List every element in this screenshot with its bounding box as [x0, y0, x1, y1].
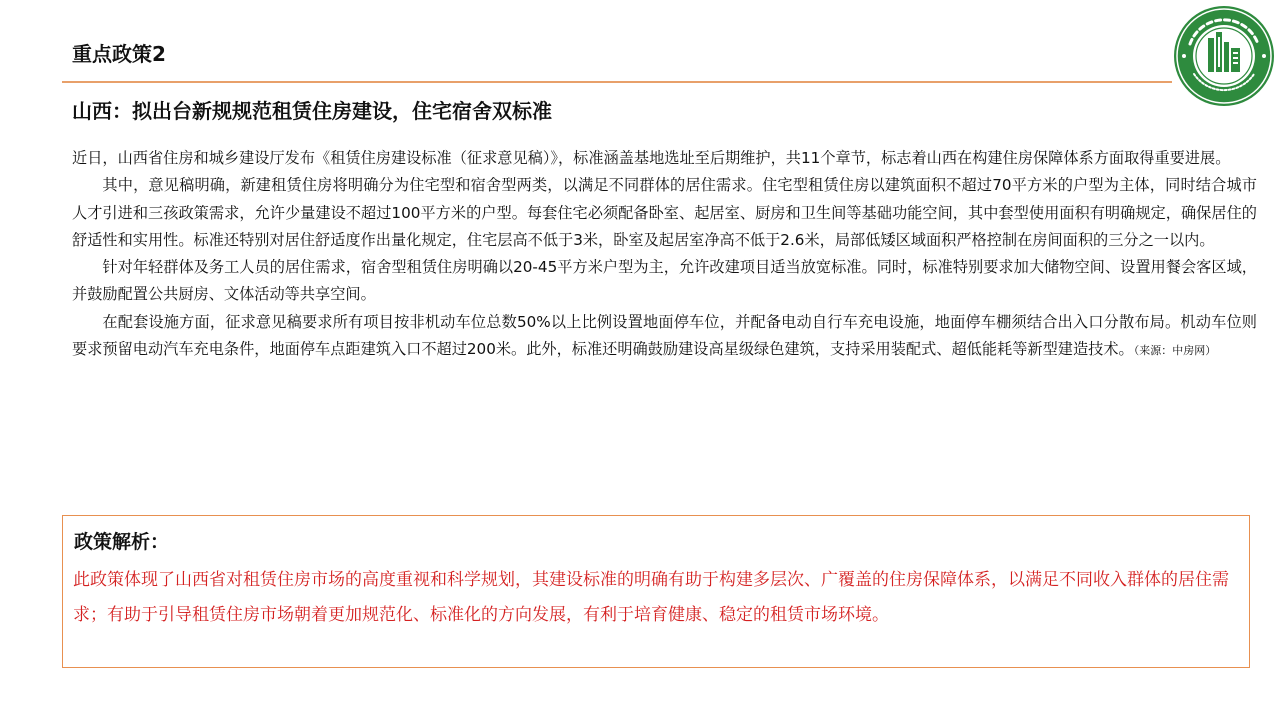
- article-paragraph-last: [72, 309, 1257, 365]
- analysis-text: 此政策体现了山西省对租赁住房市场的高度重视和科学规划，其建设标准的明确有助于构建多层次、广覆盖的住房保障体系，以满足不同收入群体的居住需求；有助于引导租赁住房市场朝着更加规范化、标准化的方向发展，有利于培育健康、稳定的租赁市场环境。: [73, 570, 1229, 625]
- article-paragraph-text: 在配套设施方面，征求意见稿要求所有项目按非机动车位总数50%以上比例设置地面停车位，并配备电动自行车充电设施，地面停车棚须结合出入口分散布局。机动车位则要求预留电动汽车充电条件，地面停车点距建筑入口不超过200米。此外，标准还明确鼓励建设高星级绿色建筑，支持采用装配式、超低能耗等新型建造技术。: [72, 312, 1257, 359]
- policy-analysis-box: [62, 515, 1250, 668]
- article-paragraph: 其中，意见稿明确，新建租赁住房将明确分为住宅型和宿舍型两类，以满足不同群体的居住需求。住宅型租赁住房以建筑面积不超过70平方米的户型为主体，同时结合城市人才引进和三孩政策需求，允许少量建设不超过100平方米的户型。每套住宅必须配备卧室、起居室、厨房和卫生间等基础功能空间，其中套型使用面积有明确规定，确保居住的舒适性和实用性。标准还特别对居住舒适度作出量化规定，住宅层高不低于3米，卧室及起居室净高不低于2.6米，局部低矮区域面积严格控制在房间面积的三分之一以内。: [72, 176, 1257, 249]
- header-divider: [62, 81, 1172, 83]
- source-note: （来源：中房网）: [1133, 344, 1217, 358]
- article-paragraph: 针对年轻群体及务工人员的居住需求，宿舍型租赁住房明确以20-45平方米户型为主，允许改建项目适当放宽标准。同时，标准特别要求加大储物空间、设置用餐会客区域，并鼓励配置公共厨房、文体活动等共享空间。: [72, 258, 1257, 304]
- article-headline: 山西：拟出台新规规范租赁住房建设，住宅宿舍双标准: [72, 99, 552, 123]
- association-seal-icon: [1172, 4, 1276, 108]
- article-body: [72, 145, 1257, 364]
- analysis-title: 政策解析：: [74, 531, 170, 553]
- article-paragraph: 近日，山西省住房和城乡建设厅发布《租赁住房建设标准（征求意见稿）》，标准涵盖基地选址至后期维护，共11个章节，标志着山西在构建住房保障体系方面取得重要进展。: [72, 149, 1231, 167]
- page-title: 重点政策2: [72, 42, 166, 66]
